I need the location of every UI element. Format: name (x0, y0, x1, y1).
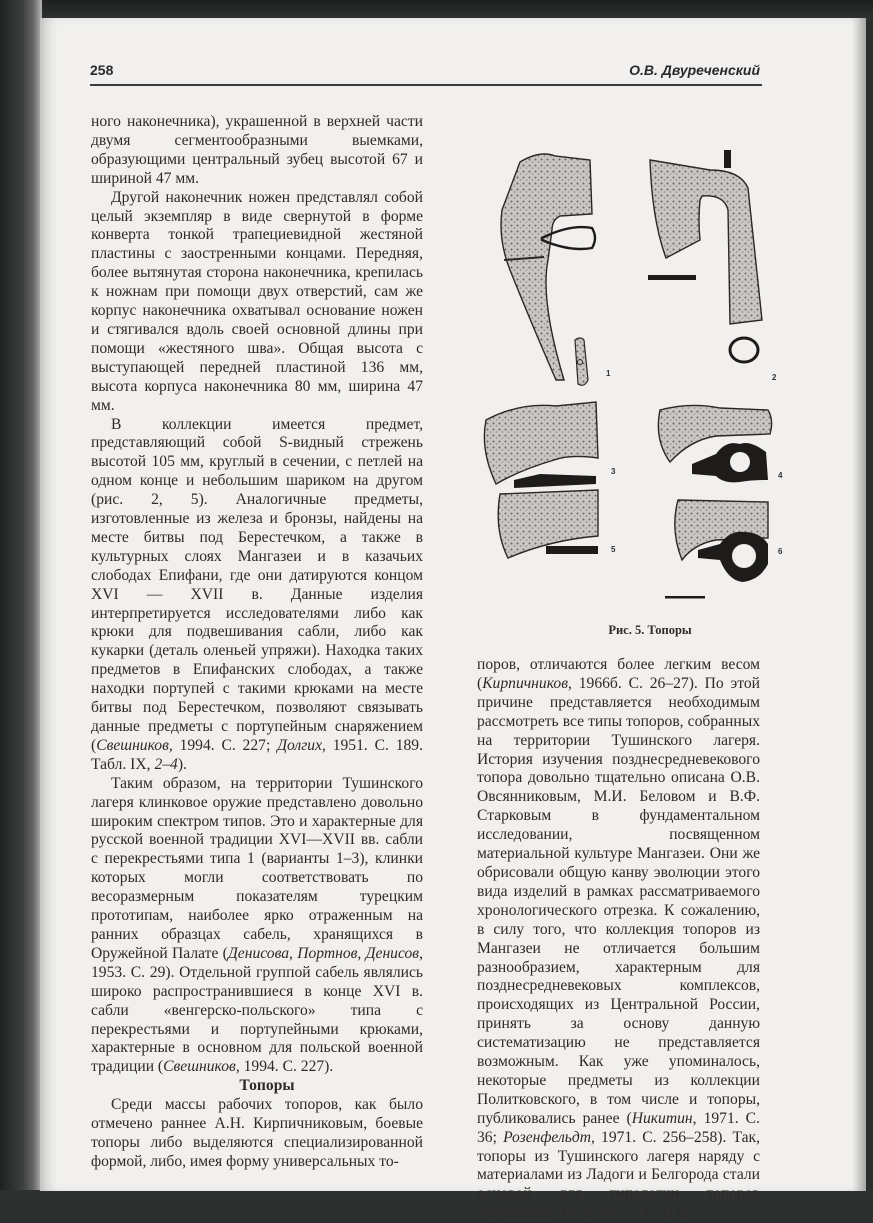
figure-label: 5 (611, 545, 616, 554)
axes-illustration (480, 140, 783, 620)
axe-4-drawing (658, 405, 771, 482)
citation-author: Никитин (631, 1109, 693, 1127)
left-column (91, 113, 423, 1172)
paragraph (477, 656, 760, 1223)
paragraph-text: поров, отличаются более легким весом ( (477, 656, 760, 692)
paragraph-text: Таким образом, на территории Тушинского лагеря клинковое оружие представлено довольно широким спектром типов. Это и характерные для русской военной традиции XVI—XVII вв. сабли с перекрестьями типа 1 (варианты 1–3), клинки которых могли соответствовать по весоразмерным показателям турецким прототипам, наиболее ярко отраженным на ранних образцах сабель, хранящихся в Оружейной Палате ( (91, 774, 423, 962)
axe-1-drawing (501, 154, 595, 385)
running-head (90, 62, 760, 84)
citation-text: , 1966б. С. 26–27). По этой причине представляется необходимым рассмотреть все типы топоров, собранных на территории Тушинского лагеря. История изучения позднесредневекового топора довольно тщательно описана О.В. Овсянниковым, М.И. Беловом и В.Ф. Старковым в фундаментальном исследовании, посвященном материальной культуре Мангазеи. Они же обрисовали общую канву эволюции этого вида изделий в рамках рассматриваемого хронологического отрезка. К сожалению, в силу того, что коллекция топоров из Мангазеи не отличается большим разнообразием, характерным для позднесредневековых комплексов, происходящих из Центральной России, принять за основу данную систематизацию не представляется возможным. Как уже упоминалось, некоторые предметы из коллекции Политковского, в том числе и топоры, публиковались ранее ( (477, 674, 760, 1127)
citation-author: Свешников (163, 1058, 236, 1076)
scale-bar (665, 596, 705, 599)
paragraph: Другой наконечник ножен представлял собой целый экземпляр в виде свернутой в форме конверта тонкой трапециевидной жестяной пластины с заостренными концами. Передняя, более вытянутая сторона наконечника, крепилась к ножнам при помощи двух отверстий, сам же корпус наконечника охватывал основание ножен и стягивался вдоль своей основной длины при помощи «жестяного шва». Общая высота с выступающей передней пластиной 136 мм, высота корпуса наконечника 80 мм, ширина 47 мм. (91, 188, 423, 414)
citation-author: Розенфельдт (503, 1128, 592, 1146)
citation-author: Кирпичников (482, 674, 568, 692)
figure-axes (480, 140, 783, 640)
citation-author: Долгих (277, 736, 323, 754)
scanner-border-left (0, 0, 42, 1200)
section-heading: Топоры (239, 1077, 295, 1095)
paragraph (91, 416, 423, 775)
scanner-border-top (0, 0, 873, 20)
citation-text: , 1994. С. 227; (168, 736, 278, 754)
axe-5-drawing (498, 490, 598, 558)
citation-text: , 1994. С. 227). (235, 1058, 334, 1076)
citation-text: , 1951. С. 189. Табл. IX, (91, 736, 423, 773)
header-rule (90, 84, 762, 86)
axe-3-drawing (484, 402, 598, 488)
right-column (477, 656, 760, 1223)
citation-figure: 2–4 (154, 755, 178, 773)
page-number: 258 (90, 62, 114, 78)
page-edge-shadow (852, 18, 866, 1191)
paragraph-text: В коллекции имеется предмет, представляющий собой S-видный стрежень высотой 105 мм, круглый в сечении, с петлей на одном конце и небольшим шариком на другом (рис. 2, 5). Аналогичные предметы, изготовленные из железа и бронзы, найдены на месте битвы под Берестечком, а также в культурных слоях Мангазеи и в казачьих слободах Епифани, где они датируются концом XVI — XVII в. Данные изделия интерпретируется исследователями либо как крюки для подвешивания сабли, либо как кукарки (деталь оленьей упряжи). Находка таких предметов в Епифанских слободах, а также находки портупей с такими крюками на месте битвы под Берестечком, позволяют связывать данные предметы с портупейным снаряжением ( (91, 415, 423, 754)
paragraph: ного наконечника), украшенной в верхней части двумя сегментообразными выемками, образующими центральный зубец высотой 67 и шириной 47 мм. (91, 113, 423, 187)
figure-label: 1 (606, 369, 611, 378)
axe-2-drawing (648, 150, 762, 362)
figure-label: 4 (778, 471, 783, 480)
citation-text: , 1971. С. 256–258). Так, топоры из Тушинского лагеря наряду с материалами из Ладоги и Белгорода стали основой для типологии топоров Московской Руси XVI—XVII вв. (477, 1128, 760, 1222)
running-head-author: О.В. Двуреченский (629, 62, 760, 78)
figure-label: 6 (778, 547, 783, 556)
citation-text: ). (177, 755, 187, 773)
citation-text: , 1971. С. 36; (477, 1109, 760, 1146)
figure-label: 3 (611, 467, 616, 476)
citation-author: Денисова, Портнов, Денисов (227, 944, 420, 962)
figure-label: 2 (772, 373, 777, 382)
paragraph: Среди массы рабочих топоров, как было отмечено раннее А.Н. Кирпичниковым, боевые топоры либо выделяются специализированной формой, либо, имея форму универсальных то- (91, 1096, 423, 1170)
axe-6-drawing (675, 500, 768, 582)
citation-text: , 1953. С. 29). Отдельной группой сабель являлись широко распространившиеся в конце XVI в. сабли «венгерско-польского» типа с перекрестьями и портупейными крюками, характерные в основном для польской военной традиции ( (91, 944, 423, 1076)
paragraph (91, 775, 423, 1078)
figure-caption: Рис. 5. Топоры (608, 623, 692, 637)
citation-author: Свешников (96, 736, 169, 754)
